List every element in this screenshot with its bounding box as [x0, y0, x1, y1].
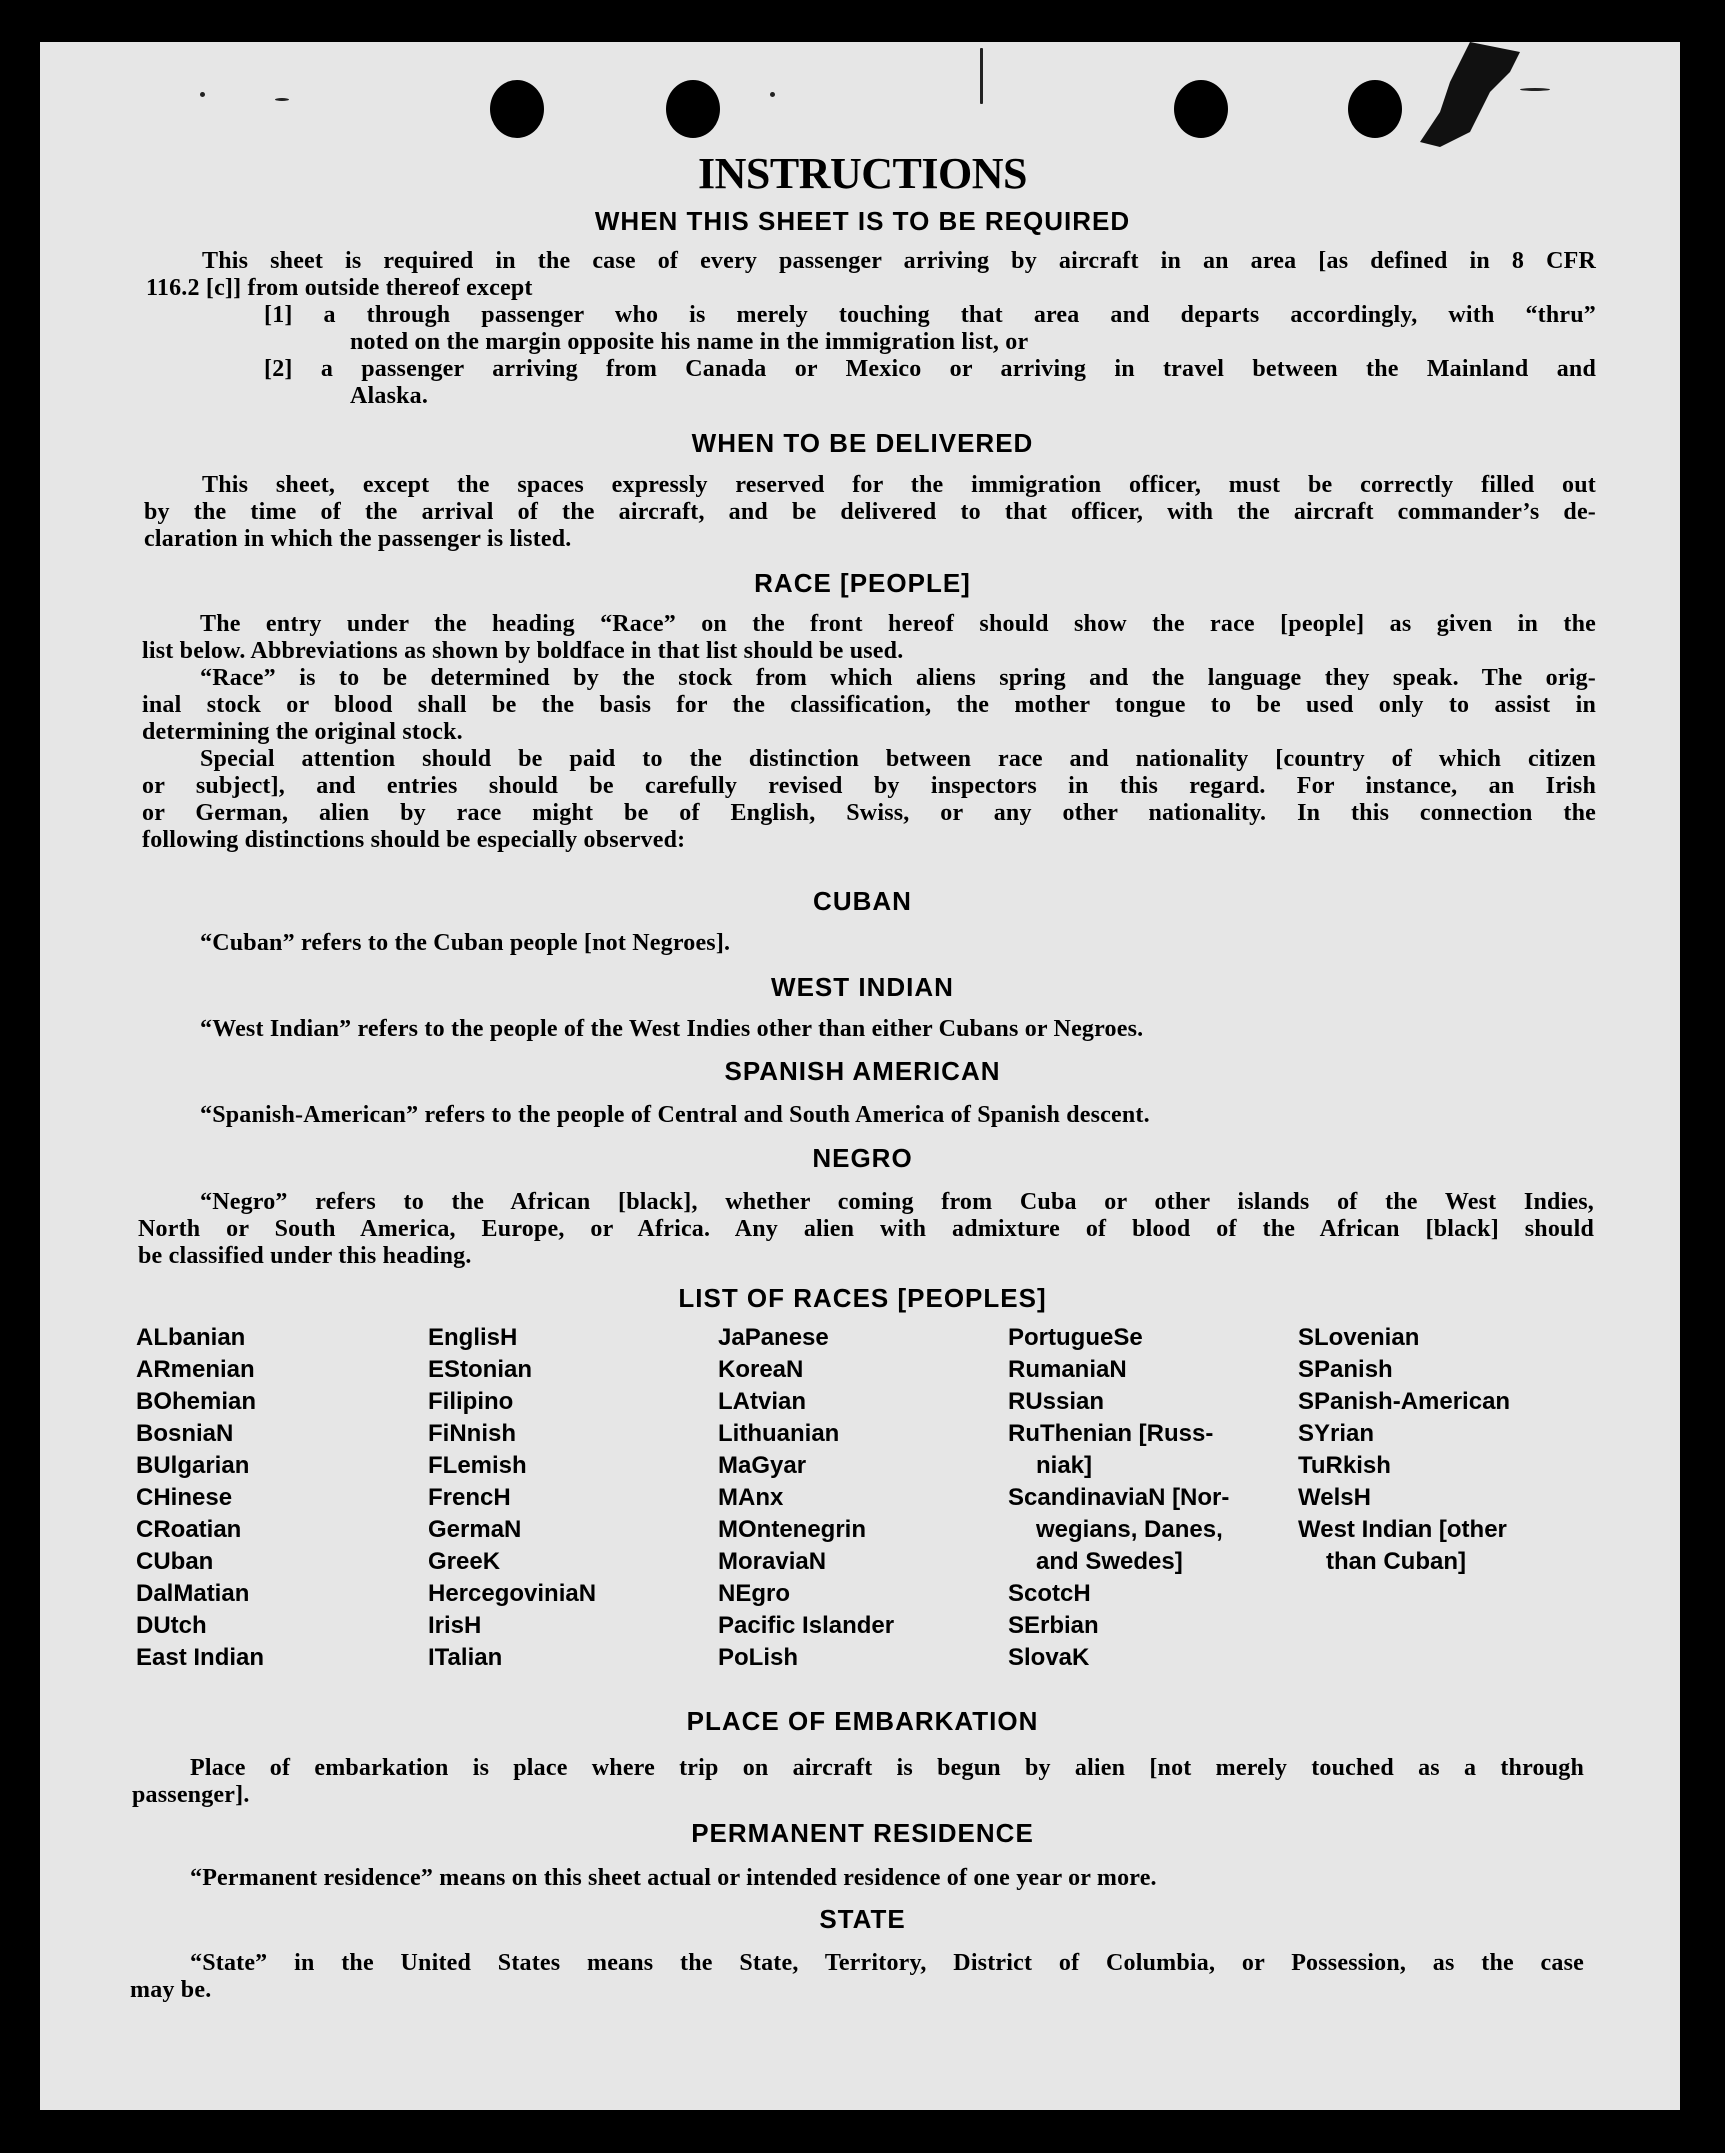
paragraph-cuban — [200, 930, 1596, 957]
race-item: RumaniaN — [1008, 1356, 1127, 1383]
race-item: ScotcH — [1008, 1580, 1091, 1607]
race-item: PortugueSe — [1008, 1324, 1143, 1351]
text-line: “West Indian” refers to the people of the West Indies other than either Cubans or Negroes. — [200, 1016, 1144, 1042]
scan-speck — [980, 48, 983, 104]
text-line: “State” in the United States means the State, Territory, District of Columbia, or Possession, as the case — [190, 1950, 1584, 1976]
race-item: SLovenian — [1298, 1324, 1420, 1351]
page-title: INSTRUCTIONS — [698, 149, 1027, 198]
text-line: Place of embarkation is place where trip on aircraft is begun by alien [not merely touched as a through — [190, 1755, 1584, 1781]
race-item: GermaN — [428, 1516, 522, 1543]
race-item: EnglisH — [428, 1324, 518, 1351]
heading-race: RACE [PEOPLE] — [754, 568, 971, 598]
race-item: IrisH — [428, 1612, 482, 1639]
text-line: [1] a through passenger who is merely touching that area and departs accordingly, with “thru” — [264, 302, 1596, 328]
text-line: may be. — [130, 1977, 212, 2003]
text-line: “Race” is to be determined by the stock from which aliens spring and the language they speak. The orig- — [200, 665, 1596, 691]
race-item: SlovaK — [1008, 1644, 1090, 1671]
race-item: wegians, Danes, — [1036, 1516, 1223, 1543]
race-item: SPanish-American — [1298, 1388, 1511, 1415]
text-line: determining the original stock. — [142, 719, 463, 745]
race-item: JaPanese — [718, 1324, 829, 1351]
race-item: BosniaN — [136, 1420, 234, 1447]
heading-required: WHEN THIS SHEET IS TO BE REQUIRED — [594, 206, 1131, 236]
paragraph-delivered — [144, 472, 1596, 553]
race-item: GreeK — [428, 1548, 501, 1575]
text-line: list below. Abbreviations as shown by boldface in that list should be used. — [142, 638, 904, 664]
heading-spanish-american: SPANISH AMERICAN — [724, 1056, 1001, 1086]
text-line: claration in which the passenger is listed. — [144, 526, 572, 552]
race-item: SYrian — [1298, 1420, 1375, 1447]
race-item: ALbanian — [136, 1324, 246, 1351]
text-line: or German, alien by race might be of English, Swiss, or any other nationality. In this connection the — [142, 800, 1596, 826]
paragraph-west-indian — [200, 1016, 1596, 1043]
race-item: BOhemian — [136, 1388, 257, 1415]
heading-list-of-races: LIST OF RACES [PEOPLES] — [678, 1283, 1047, 1313]
text-line: [2] a passenger arriving from Canada or Mexico or arriving in travel between the Mainland and — [264, 356, 1596, 382]
race-item: SErbian — [1008, 1612, 1099, 1639]
text-line: 116.2 [c]] from outside thereof except — [146, 275, 533, 301]
text-line: This sheet, except the spaces expressly reserved for the immigration officer, must be correctly filled out — [202, 472, 1596, 498]
paragraph-spanish-american — [200, 1102, 1596, 1129]
text-line: be classified under this heading. — [138, 1243, 472, 1269]
race-item: RuThenian [Russ- — [1008, 1420, 1214, 1447]
text-line: by the time of the arrival of the aircraft, and be delivered to that officer, with the aircraft commander’s de- — [144, 499, 1596, 525]
race-item: Pacific Islander — [718, 1612, 895, 1639]
race-item: MOntenegrin — [718, 1516, 866, 1543]
heading-residence: PERMANENT RESIDENCE — [691, 1818, 1034, 1848]
heading-negro: NEGRO — [812, 1143, 913, 1173]
race-item: ARmenian — [136, 1356, 255, 1383]
race-item: HercegoviniaN — [428, 1580, 597, 1607]
race-item: KoreaN — [718, 1356, 804, 1383]
paragraph-state — [130, 1950, 1584, 2004]
race-item: DalMatian — [136, 1580, 250, 1607]
race-item: SPanish — [1298, 1356, 1393, 1383]
text-line: “Cuban” refers to the Cuban people [not Negroes]. — [200, 930, 731, 956]
race-item: FiNnish — [428, 1420, 516, 1447]
text-line: North or South America, Europe, or Africa. Any alien with admixture of blood of the African [black] should — [138, 1216, 1594, 1242]
race-item: NEgro — [718, 1580, 790, 1607]
heading-delivered: WHEN TO BE DELIVERED — [691, 428, 1034, 458]
race-item: CUban — [136, 1548, 214, 1575]
race-item: LAtvian — [718, 1388, 807, 1415]
race-item: than Cuban] — [1326, 1548, 1466, 1575]
race-item: MAnx — [718, 1484, 784, 1511]
race-item: BUlgarian — [136, 1452, 250, 1479]
heading-state: STATE — [819, 1904, 906, 1934]
paragraph-required — [146, 248, 1596, 302]
scan-speck — [1520, 88, 1550, 91]
paragraph-embarkation — [132, 1755, 1584, 1809]
race-item: ITalian — [428, 1644, 503, 1671]
race-item: CRoatian — [136, 1516, 242, 1543]
race-item: niak] — [1036, 1452, 1093, 1479]
race-column-3 — [718, 1322, 894, 1674]
text-line: following distinctions should be especially observed: — [142, 827, 686, 853]
race-item: DUtch — [136, 1612, 207, 1639]
text-line: “Spanish-American” refers to the people of Central and South America of Spanish descent. — [200, 1102, 1150, 1128]
race-item: WelsH — [1298, 1484, 1371, 1511]
race-item: East Indian — [136, 1644, 265, 1671]
text-line: The entry under the heading “Race” on the front hereof should show the race [people] as given in the — [200, 611, 1596, 637]
race-item: FLemish — [428, 1452, 527, 1479]
race-item: PoLish — [718, 1644, 799, 1671]
text-line: Alaska. — [350, 383, 429, 409]
exception-list — [264, 302, 1596, 410]
heading-cuban: CUBAN — [813, 886, 912, 916]
race-item: EStonian — [428, 1356, 533, 1383]
scan-speck — [200, 92, 205, 97]
text-line: “Permanent residence” means on this sheet actual or intended residence of one year or more. — [190, 1865, 1157, 1891]
text-line: noted on the margin opposite his name in the immigration list, or — [350, 329, 1029, 355]
text-line: or subject], and entries should be carefully revised by inspectors in this regard. For instance, an Irish — [142, 773, 1596, 799]
race-item: CHinese — [136, 1484, 233, 1511]
race-column-2 — [428, 1322, 596, 1674]
race-item: ScandinaviaN [Nor- — [1008, 1484, 1230, 1511]
paragraph-negro — [138, 1189, 1594, 1270]
race-item: Lithuanian — [718, 1420, 840, 1447]
race-column-5 — [1298, 1322, 1510, 1578]
text-line: passenger]. — [132, 1782, 250, 1808]
heading-embarkation: PLACE OF EMBARKATION — [686, 1706, 1039, 1736]
text-line: Special attention should be paid to the distinction between race and nationality [country of which citizen — [200, 746, 1596, 772]
paragraph-residence — [190, 1865, 1596, 1892]
text-line: inal stock or blood shall be the basis for the classification, the mother tongue to be used only to assist in — [142, 692, 1596, 718]
race-column-4 — [1008, 1322, 1229, 1674]
race-column-1 — [136, 1322, 264, 1674]
race-item: FrencH — [428, 1484, 511, 1511]
race-item: West Indian [other — [1298, 1516, 1507, 1543]
race-item: and Swedes] — [1036, 1548, 1183, 1575]
text-line: “Negro” refers to the African [black], whether coming from Cuba or other islands of the West Indies, — [200, 1189, 1594, 1215]
text-line: This sheet is required in the case of every passenger arriving by aircraft in an area [as defined in 8 CFR — [202, 248, 1596, 274]
race-item: RUssian — [1008, 1388, 1105, 1415]
heading-west-indian: WEST INDIAN — [771, 972, 954, 1002]
race-item: MoraviaN — [718, 1548, 827, 1575]
race-item: TuRkish — [1298, 1452, 1391, 1479]
scan-speck — [770, 92, 775, 97]
race-item: Filipino — [428, 1388, 514, 1415]
paragraph-race — [142, 611, 1596, 854]
scan-speck — [275, 98, 289, 101]
race-item: MaGyar — [718, 1452, 807, 1479]
